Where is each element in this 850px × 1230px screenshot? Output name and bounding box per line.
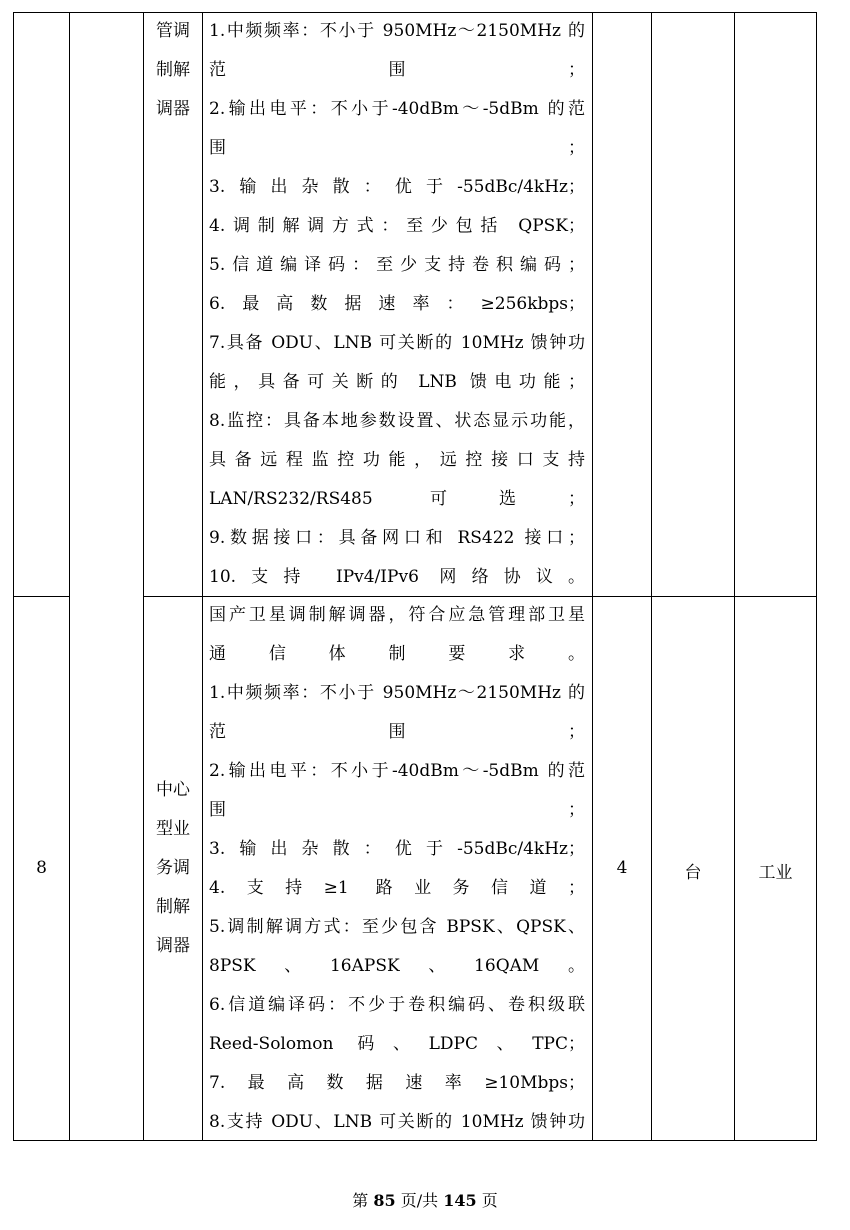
row2-spec-line: 8PSK、16APSK、16QAM。 [209,956,585,976]
footer-middle: 页/共 [395,1191,444,1210]
row2-spec-line: 围； [209,800,585,820]
row1-spec-cell [209,12,585,597]
row2-spec-cell [209,596,585,1142]
footer-suffix: 页 [476,1191,498,1210]
row2-name-line: 制解 [156,897,190,917]
page-footer [0,1188,850,1211]
row1-name-line: 制解 [156,60,190,80]
row2-spec-line: 2.输出电平：不小于-40dBm～-5dBm 的范 [209,761,585,781]
row2-name-line: 调器 [156,936,190,956]
footer-page-number: 85 [373,1191,396,1210]
row2-spec-line: 国产卫星调制解调器，符合应急管理部卫星 [209,605,585,625]
row2-unit: 台 [684,863,702,883]
row2-spec-line: 7.最高数据速率≥10Mbps； [209,1073,585,1093]
row2-name-line: 中心 [156,780,190,800]
row2-spec-line: 4.支持≥1 路业务信道； [209,878,585,898]
row2-name-line: 型业 [156,819,190,839]
row1-spec-line: LAN/RS232/RS485 可选； [209,489,585,509]
footer-total-pages: 145 [443,1191,477,1210]
row1-spec-line: 围； [209,138,585,158]
row2-name-cell [146,771,200,966]
row1-spec-line: 10.支持 IPv4/IPv6 网络协议。 [209,567,585,587]
row1-spec-line: 2.输出电平：不小于-40dBm～-5dBm 的范 [209,99,585,119]
row1-name-line: 管调 [156,21,190,41]
row2-spec-line: 3.输出杂散：优于-55dBc/4kHz； [209,839,585,859]
row1-spec-line: 范围； [209,60,585,80]
row1-spec-line: 8.监控：具备本地参数设置、状态显示功能， [209,411,585,431]
row1-spec-line: 3.输出杂散：优于-55dBc/4kHz； [209,177,585,197]
row1-name-cell [146,12,200,129]
row2-spec-line: 5.调制解调方式：至少包含 BPSK、QPSK、 [209,917,585,937]
row2-spec-line: 1.中频频率：不小于 950MHz～2150MHz 的 [209,683,585,703]
row2-category: 工业 [758,863,793,883]
row2-index: 8 [36,858,47,878]
row2-spec-line: 范围； [209,722,585,742]
row1-spec-line: 7.具备 ODU、LNB 可关断的 10MHz 馈钟功 [209,333,585,353]
row1-name-line: 调器 [156,99,190,119]
row1-spec-line: 能，具备可关断的 LNB 馈电功能； [209,372,585,392]
row2-spec-line: 8.支持 ODU、LNB 可关断的 10MHz 馈钟功 [209,1112,585,1132]
footer-prefix: 第 [352,1191,374,1210]
row2-quantity: 4 [616,858,628,878]
row1-spec-line: 4.调制解调方式：至少包括 QPSK； [209,216,585,236]
row2-spec-line: 6.信道编译码：不少于卷积编码、卷积级联 [209,995,585,1015]
row2-spec-line: Reed-Solomon 码、LDPC、TPC； [209,1034,585,1054]
row1-spec-line: 6.最高数据速率：≥256kbps； [209,294,585,314]
row1-spec-line: 1.中频频率：不小于 950MHz～2150MHz 的 [209,21,585,41]
row1-spec-line: 具备远程监控功能，远控接口支持 [209,450,585,470]
row2-name-line: 务调 [156,858,190,878]
row1-spec-line: 5.信道编译码：至少支持卷积编码； [209,255,585,275]
row1-spec-line: 9.数据接口：具备网口和 RS422 接口； [209,528,585,548]
row2-spec-line: 通信体制要求。 [209,644,585,664]
